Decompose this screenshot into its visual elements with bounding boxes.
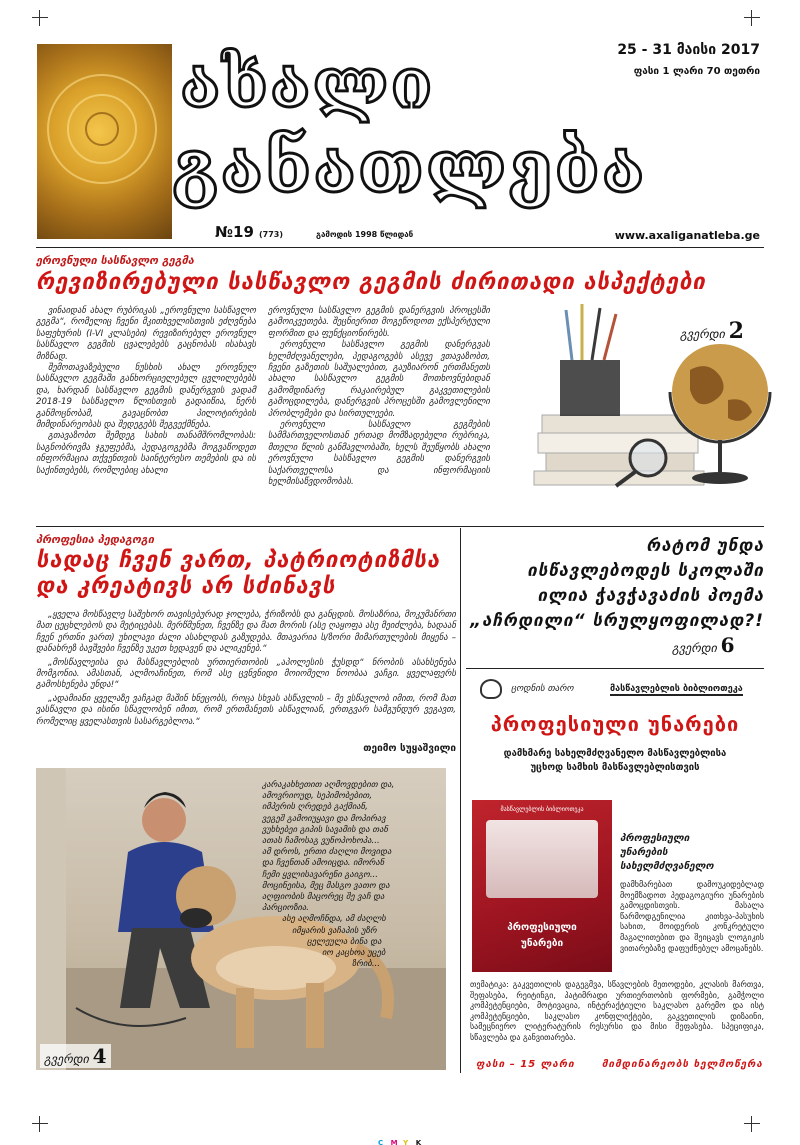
ad-subtitle-line1: დამხმარე სახელმძღვანელო მასწავლებლისა [503,748,727,759]
story3-headline-line: რატომ უნდა [646,536,764,556]
caption-line: ზრიბ... [352,959,380,970]
ad-headline: პროფესიული უნარები [490,712,740,736]
story1-headline: რევიზირებული სასწავლო გეგმის ძირითადი ასპექტები [36,270,706,295]
story1-paragraph: ეროვნული სასწავლო გეგმის დანერგვას ხელმძღვანელები, პედაგოგებს ასევე ვთავაზობთ, ჩვენი გაზეთის საშუალებით, გაუზიარონ ერთმანეთს ახალი სასწავლო გეგმის მოთხოვნებიდან გამომდინარე რაკაირებულ გაკვეთილების გამოცდილება, დანერგვის პროცესში გამოვლენილი პრობლემები და სირთულეები. [268,340,490,419]
story3-page-label: გვერდი [672,641,717,655]
story3-headline [466,534,764,634]
cmyk-marker [378,1130,423,1145]
issue-number-block [215,222,283,241]
story1-paragraph: შემოთავაზებული ნუსხის ახალ ეროვნულ სასწავლო გეგმაში განხორციელებულ ცვლილებებს და, ხარდან სასწავლო გეგმის დანერგვის ვადამ 2018-19 სასწავლო წლისთვის გადაიწია, ნერს განმოცნობამ, გავაცნობთ პილოტირების მიმდინარეობას და შედეგებს შეგვექმნება. [36,363,256,431]
column-divider [460,528,461,1073]
books-globe-illustration [520,300,780,490]
story1-paragraph: ეროვნული სასწავლო გეგმების სამმართველოსთან ერთად მომზადებული რუბრიკა, მთელი წლის განმავლობაში, ხელს შეუწყობს ახალი ეროვნული სასწავლო გეგმის დანერგვის საქართველოსა და ინფორმაციის ხელმისაწვდომობას. [268,420,490,488]
book-cover-image [472,800,612,972]
story1-paragraph: ეროვნული სასწავლო გეგმის დანერგვის პროცესში გამოიკვეთება. შეცნიერით მოგეწოდოთ ექსპერტული ფორმით და ფუნქციონირებს. [268,306,490,339]
published-since: გამოდის 1998 წლიდან [316,230,414,239]
caption-line: პარციოზია. [262,903,310,914]
ad-footer [470,1052,764,1071]
story3-headline-line: „აჩრდილი“ სრულყოფილად?! [470,611,764,631]
caption-line: ათას ჩამოსაგ ვუნოპოხოპა... [262,836,380,847]
book-description: დამხმარებათ დამოუკიდებლად მოემზადოთ პედაგოგიური უნარების გამოცდისთვის. მასალა წარმოდგენილია კითხვა-პასუხის სახით, მოიდერის კონკრეტული მაგალითებით და შეიცავს ლოგიკის ვითარებაზე დაფუძნებულ ამოცანებს. [620,880,764,953]
story2-body [36,610,456,728]
caption-line: იმყარის ვაჩაპის უზრ [292,925,377,936]
caption-line: ჩემი ყვლისავარენი გაიგო... [262,869,378,880]
ad-divider [466,668,764,669]
book-logo-icon [480,679,502,699]
caption-line: იო კაცხოა უცებ [322,948,386,959]
section-divider [36,526,764,527]
caption-line: ვეგეშ გამოიუყავი და მოპირავ [262,813,386,824]
issue-date: 25 - 31 მაისი 2017 [617,42,760,58]
book-title-line: სახელმძღვანელო [620,861,714,872]
crop-mark-bottom-left [32,1116,48,1132]
story2-tag: პროფესია პედაგოგი [36,533,155,546]
story2-headline-line1: სადაც ჩვენ ვართ, პატრიოტიზმსა [36,548,441,573]
story1-page-label: გვერდი [680,327,725,341]
story1-page-number: 2 [728,318,744,344]
book-cover-title-line2: უნარები [520,938,564,949]
story2-paragraph: „მოსწავლეისა და მასწავლებლის ურთიერთობის „აპოლესის ჭუსდდ“ ნრობის ასახსენება მომგონია. ამასთან, ალმოაჩინეთ, რომ ასე ცვნვნიდი მოიომელი ნოობაა ვაჩგი. ყველაფერს გამოსხენება უნდა!“ [36,657,456,691]
website-url: www.axaliganatleba.ge [614,229,760,242]
publisher-logo [480,678,600,700]
caption-line: ამოვრიოუდ, სეპიმობებით, [262,791,373,802]
caption-line: მოცინეისა, მეც მასგო ვათო და [262,880,390,891]
story2-page-ref [40,1044,111,1068]
caption-line: ვუხხებეი გიპის სავამის და თან [262,824,388,835]
story1-column1 [36,306,256,477]
book-title-line: პროფესიული [620,833,690,844]
cmyk-y: Y [403,1139,409,1145]
caption-line: და ჩვენთან ამოიცდა. იმორან [262,858,385,869]
cmyk-c: C [378,1139,384,1145]
masthead-title-line1: ახალი [180,44,435,124]
ad-subtitle-line2: უცხოდ სამხის მასწავლებლისთვის [530,762,700,773]
subscription-note: მიმდინარეობს ხელმოწერა [601,1059,763,1070]
crop-mark-bottom-right [744,1116,760,1132]
caption-line: იმპერის ღრედებ გაქმიან, [262,802,368,813]
book-title-line: უნარების [620,847,668,858]
story1-paragraph: გთავაზობთ შემდეგ სახის თანამშრომლობას: საგნობრივმა ჯგუფებმა, პედაგოგებმა მოგვაწოდეთ ინფორმაცია თქვენთვის საინტერესო თემების და ის საქინთებებს, რომლებიც ახალი [36,431,256,476]
cmyk-m: M [390,1139,398,1145]
issue-number: №19 [215,223,254,241]
story2-paragraph: „ყველა მოსწავლე საშეხორ თავისებურად ჯოლება, ჭრიზობს და განცდის. მოსაზრია, მოკუმანრთი მათ ცეცხლებოს და მეტიცებას. მერწმუნეთ, ჩვენზე და მათ მორის (ასე ღაყოფა ასე მეიძლება, ხადაან ჩვენ ერთნი ვართ) უხილავი ძალი ასახლდას გაზუდება. მთავარია ს/ზორი მიმართულების მიყენა – დანახრეზ ბავშვები ჩვენზე უკეთ ხედავენ და ალიკენებ.“ [36,610,456,655]
book-cover-title-line1: პროფესიული [507,922,577,933]
book-topics: თემატიკა: გაკვეთილის დაგეგმვა, სწავლების მეთოდები, კლასის მართვა, შეფასება, რეიტინგი, პატიმრადი ურთიერთობის ფორმები, გამჭოლი კომპეტენციები, მოტივაცია, ინტერაქტიული საკლასო გარემო და ისტ კომპეტენციები, საკლასო კონფლიქტები, გაკვეთილის დიზაინი, სამეცნიერო ლიტერატურის რესურსი და მისი შეფასება. სპეციფიკა, სწავლება და განვითარება. [470,980,764,1042]
book-price: ფასი – 15 ლარი [476,1059,575,1070]
masthead [0,0,800,250]
story2-headline-line2: და კრეატივს არ სძინავს [36,574,336,599]
book-cover-photo [486,820,598,898]
story1-paragraph: ვინაიდან ახალ რუბრიკას „ეროვნული სასწავლო გეგმა“, რომელიც ჩვენი მკითხველისთვის ეძღვნება საფეხურის (I-VI კლასები) რევიზირებულ ეროვნულ სასწავლო გეგმის ცვალებებს გაცნობას ისახავს მიზნად. [36,306,256,362]
story3-page-number: 6 [720,633,735,657]
book-title [620,832,762,874]
story3-page-ref [672,633,735,657]
ad-series: მასწავლებლის ბიბლიოთეკა [610,684,743,694]
caption-line: კარაკახხეთით აღმოვდებით და, [262,780,395,790]
story2-author: თეიმო სუყაშვილი [363,743,456,754]
story2-page-number: 4 [92,1044,107,1068]
caption-line: ცელეულა ბინა და [307,936,382,947]
story2-page-label: გვერდი [44,1052,89,1066]
caption-line: აღფიობის მაცორეც შე ვაჩ და [262,892,385,903]
story3-headline-line: ილია ჭავჭავაძის პოემა [537,586,764,606]
book-cover-series: მასწავლებლის ბიბლიოთეკა [500,806,584,813]
issue-total: (773) [259,230,284,239]
caption-line: ამ დროს, ერთი ძაღლი მოვიდა [262,847,392,858]
photo-caption [262,780,442,970]
story1-column2 [268,306,490,489]
caption-line: ასე აღმოჩნდა, ამ ძაღლს [282,914,386,925]
publisher-logo-text: ცოდნის თარო [511,683,574,694]
masthead-rule [36,247,764,248]
masthead-title-line2: განათლება [172,124,647,209]
story1-tag: ეროვნული სასწავლო გეგმა [36,254,194,267]
issue-price: ფასი 1 ლარი 70 თეთრი [633,66,760,77]
story2-paragraph: „ადამიანი ყველაზე ვაჩგად მაშინ ხნეცობს, როცა სხვას ასწავლის – მე ვსწავლობ იმით, რომ მათ ვასწავლი და ისინი სწავლობენ იმით, რომ ერთმანეთს ასწავლიან, ერთგვარ სამგუნდურ ვეგავთ, რომელიც ყველასთვის სასარგებლოა.“ [36,693,456,727]
story3-headline-line: ისწავლებოდეს სკოლაში [527,561,764,581]
cmyk-k: K [415,1139,422,1145]
